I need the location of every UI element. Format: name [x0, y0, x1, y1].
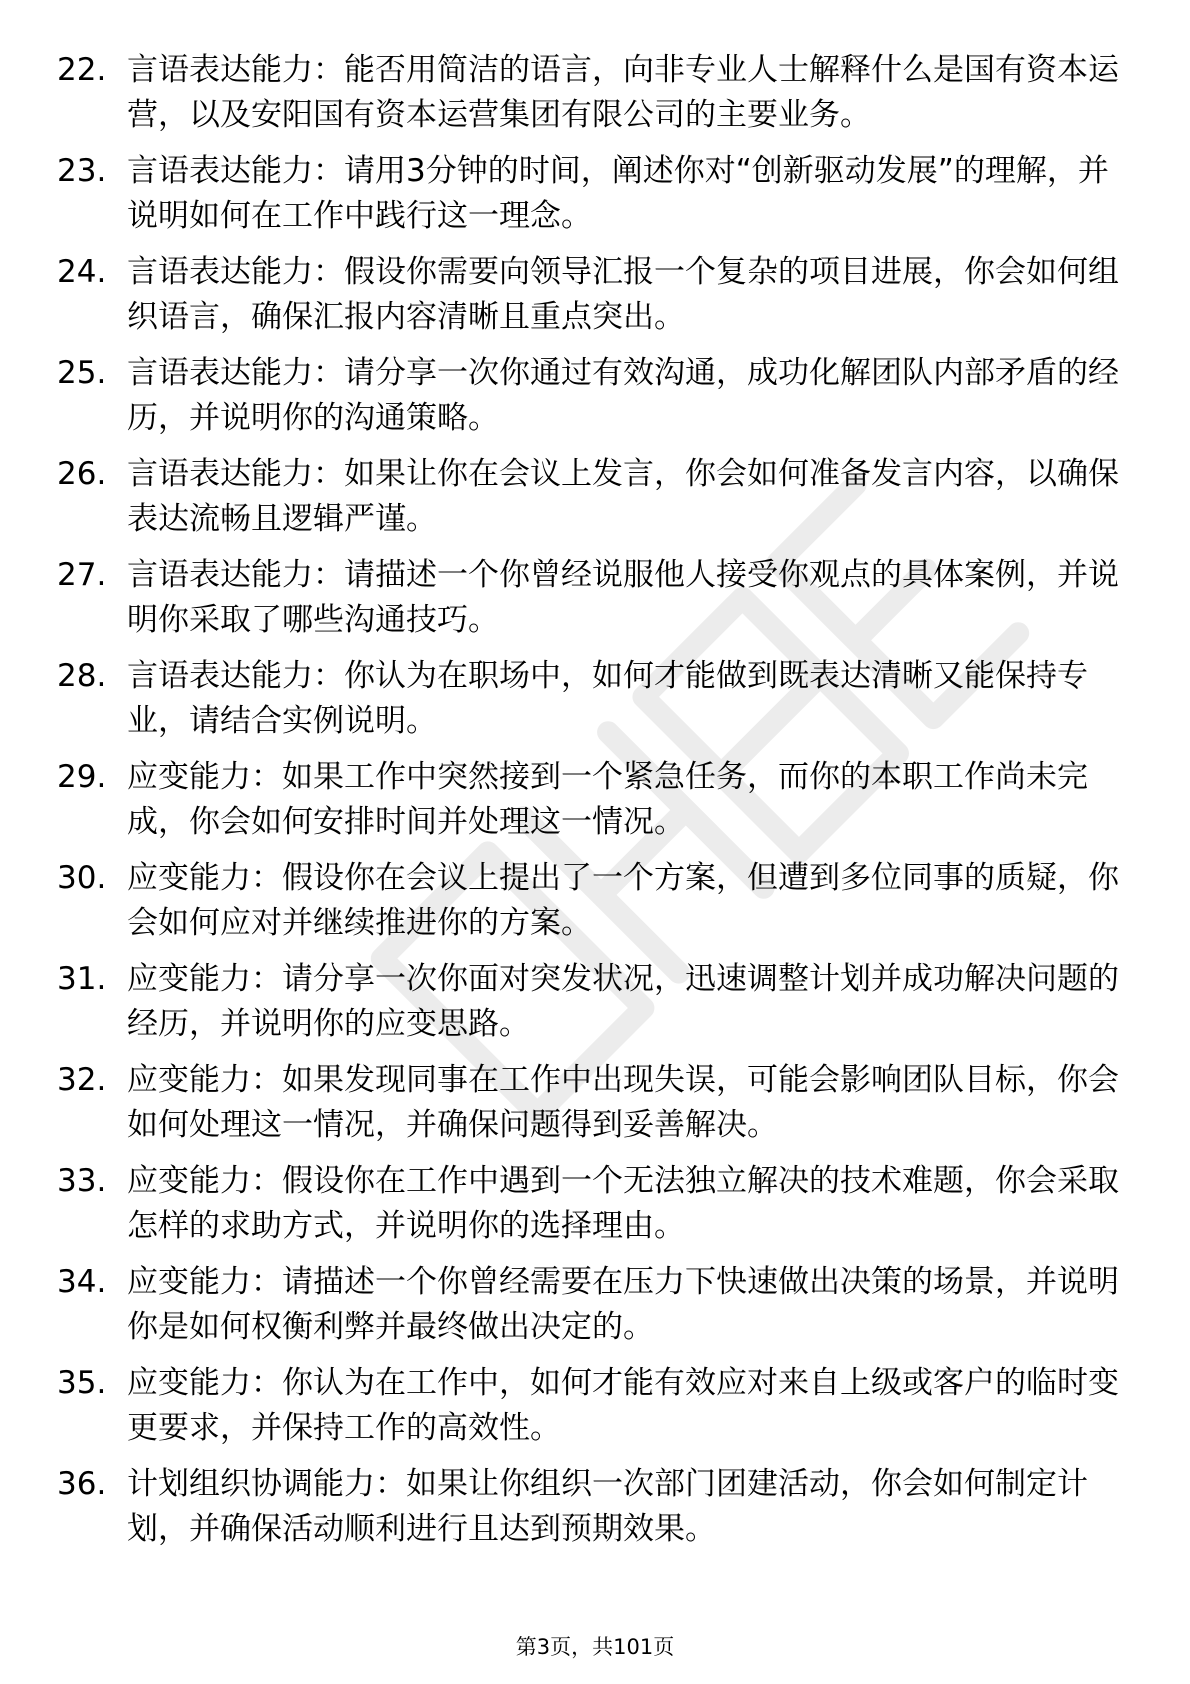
question-item-27 — [57, 553, 1137, 643]
question-item-22 — [57, 48, 1137, 138]
question-list — [57, 48, 1137, 1563]
question-number: 34. — [57, 1264, 107, 1300]
question-text: 应变能力：你认为在工作中，如何才能有效应对来自上级或客户的临时变更要求，并保持工作的高效性。 — [127, 1365, 1119, 1446]
page-number-label: 第3页，共101页 — [515, 1635, 675, 1659]
question-text: 言语表达能力：如果让你在会议上发言，你会如何准备发言内容，以确保表达流畅且逻辑严谨。 — [127, 456, 1119, 537]
question-item-35 — [57, 1361, 1137, 1451]
question-item-28 — [57, 654, 1137, 744]
question-text: 应变能力：请分享一次你面对突发状况，迅速调整计划并成功解决问题的经历，并说明你的应变思路。 — [127, 961, 1119, 1042]
question-item-36 — [57, 1462, 1137, 1552]
question-item-23 — [57, 149, 1137, 239]
question-number: 31. — [57, 961, 107, 997]
question-item-24 — [57, 250, 1137, 340]
question-number: 25. — [57, 355, 107, 391]
question-item-26 — [57, 452, 1137, 542]
question-item-33 — [57, 1159, 1137, 1249]
question-number: 30. — [57, 860, 107, 896]
question-text: 应变能力：假设你在工作中遇到一个无法独立解决的技术难题，你会采取怎样的求助方式，并说明你的选择理由。 — [127, 1163, 1119, 1244]
question-item-32 — [57, 1058, 1137, 1148]
question-number: 32. — [57, 1062, 107, 1098]
question-number: 33. — [57, 1163, 107, 1199]
question-text: 言语表达能力：能否用简洁的语言，向非专业人士解释什么是国有资本运营，以及安阳国有资本运营集团有限公司的主要业务。 — [127, 52, 1119, 133]
question-text: 应变能力：请描述一个你曾经需要在压力下快速做出决策的场景，并说明你是如何权衡利弊并最终做出决定的。 — [127, 1264, 1119, 1345]
question-text: 言语表达能力：请描述一个你曾经说服他人接受你观点的具体案例，并说明你采取了哪些沟通技巧。 — [127, 557, 1119, 638]
question-item-31 — [57, 957, 1137, 1047]
question-item-30 — [57, 856, 1137, 946]
question-number: 24. — [57, 254, 107, 290]
question-text: 应变能力：假设你在会议上提出了一个方案，但遭到多位同事的质疑，你会如何应对并继续推进你的方案。 — [127, 860, 1119, 941]
question-text: 言语表达能力：请分享一次你通过有效沟通，成功化解团队内部矛盾的经历，并说明你的沟通策略。 — [127, 355, 1119, 436]
question-number: 36. — [57, 1466, 107, 1502]
question-number: 23. — [57, 153, 107, 189]
question-text: 言语表达能力：请用3分钟的时间，阐述你对“创新驱动发展”的理解，并说明如何在工作中践行这一理念。 — [127, 153, 1109, 234]
question-item-29 — [57, 755, 1137, 845]
question-text: 言语表达能力：假设你需要向领导汇报一个复杂的项目进展，你会如何组织语言，确保汇报内容清晰且重点突出。 — [127, 254, 1119, 335]
page-footer — [0, 1633, 1190, 1661]
question-number: 28. — [57, 658, 107, 694]
question-number: 26. — [57, 456, 107, 492]
question-item-34 — [57, 1260, 1137, 1350]
question-number: 35. — [57, 1365, 107, 1401]
question-text: 应变能力：如果发现同事在工作中出现失误，可能会影响团队目标，你会如何处理这一情况，并确保问题得到妥善解决。 — [127, 1062, 1119, 1143]
question-item-25 — [57, 351, 1137, 441]
question-text: 言语表达能力：你认为在职场中，如何才能做到既表达清晰又能保持专业，请结合实例说明。 — [127, 658, 1088, 739]
question-number: 22. — [57, 52, 107, 88]
question-number: 29. — [57, 759, 107, 795]
question-text: 应变能力：如果工作中突然接到一个紧急任务，而你的本职工作尚未完成，你会如何安排时间并处理这一情况。 — [127, 759, 1088, 840]
question-number: 27. — [57, 557, 107, 593]
question-text: 计划组织协调能力：如果让你组织一次部门团建活动，你会如何制定计划，并确保活动顺利进行且达到预期效果。 — [127, 1466, 1088, 1547]
